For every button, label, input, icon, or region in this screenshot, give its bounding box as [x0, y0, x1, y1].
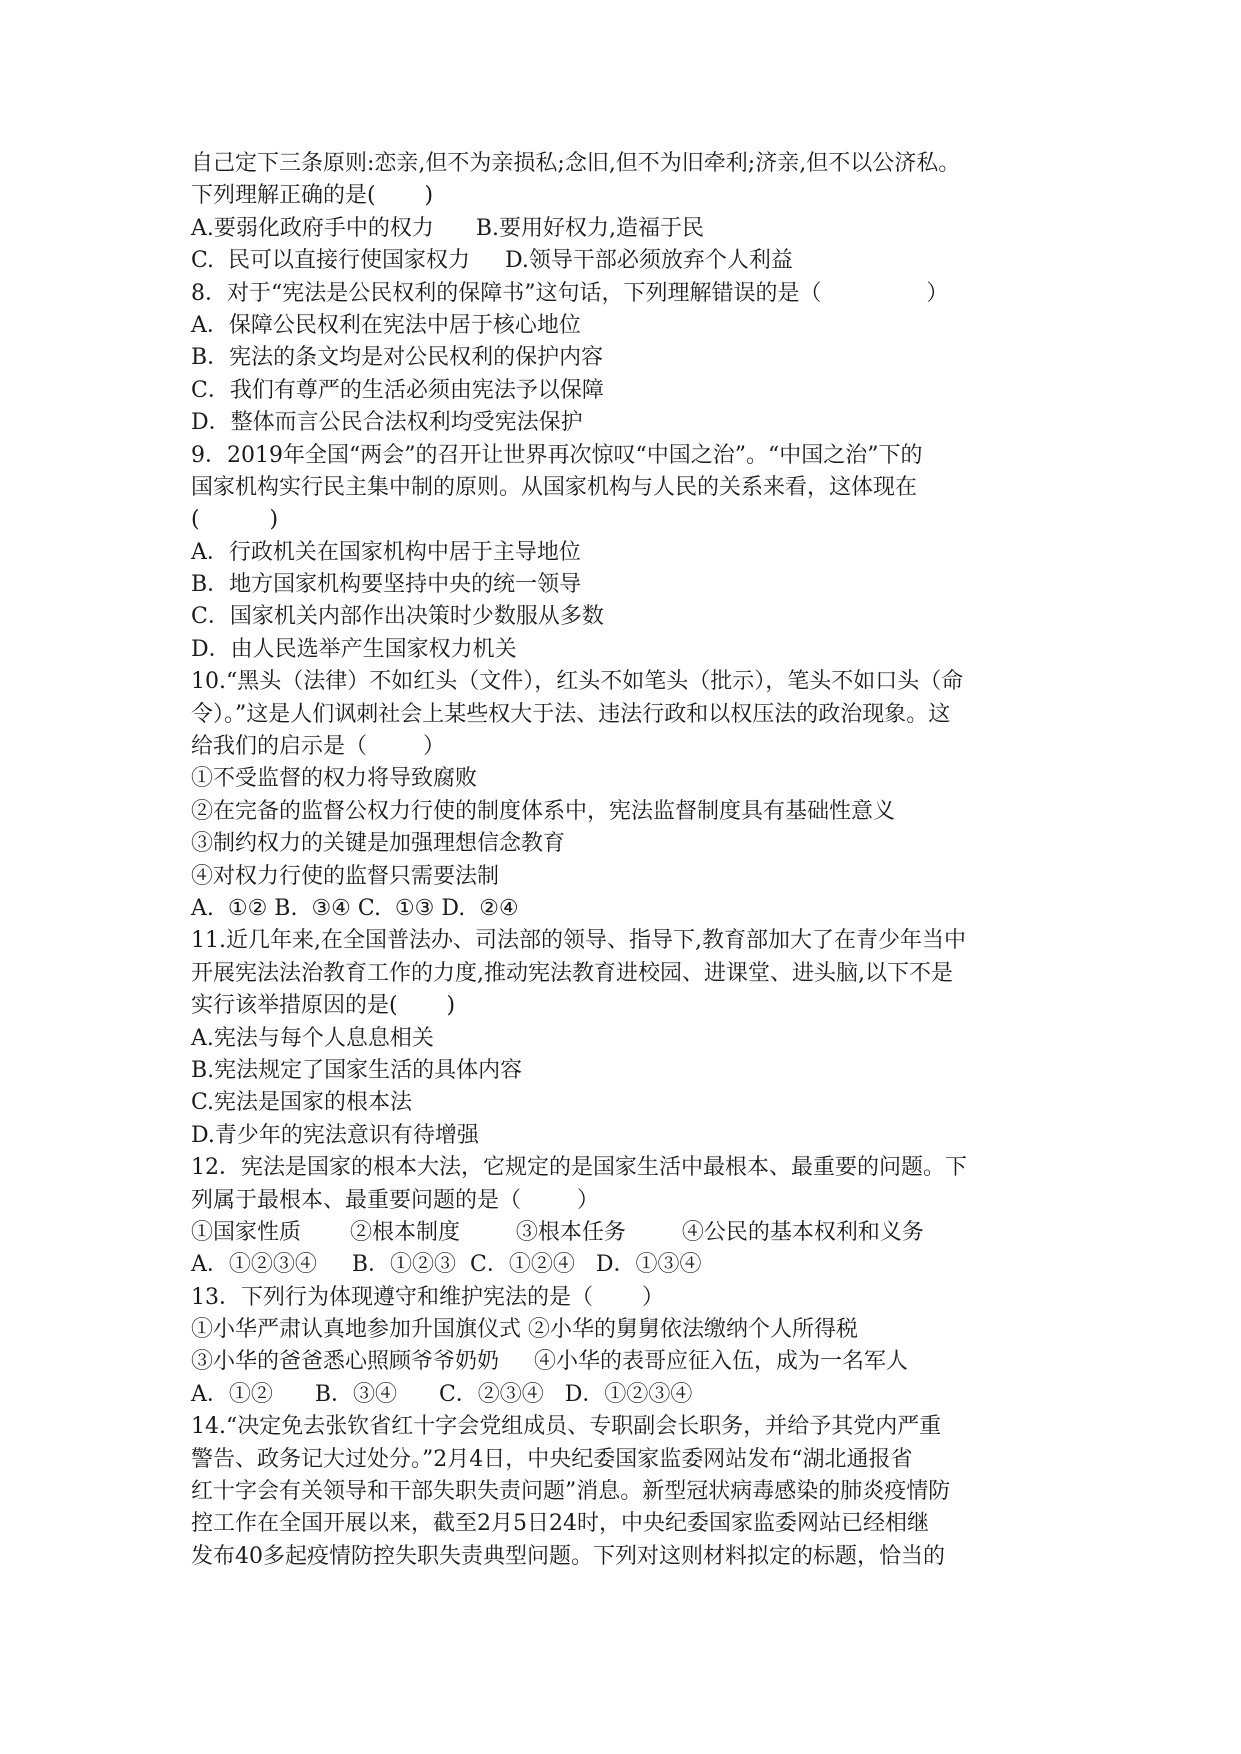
- text-line: D．整体而言公民合法权利均受宪法保护: [191, 410, 583, 436]
- text-line: ①不受监督的权力将导致腐败: [191, 766, 478, 792]
- text-line: C．我们有尊严的生活必须由宪法予以保障: [191, 377, 604, 403]
- text-line: 12．宪法是国家的根本大法，它规定的是国家生活中最根本、最重要的问题。下: [191, 1155, 967, 1181]
- text-line: B.宪法规定了国家生活的具体内容: [191, 1057, 523, 1083]
- text-line: 开展宪法法治教育工作的力度,推动宪法教育进校园、进课堂、进头脑,以下不是: [191, 960, 953, 986]
- text-line: ①国家性质 ②根本制度 ③根本任务 ④公民的基本权利和义务: [191, 1219, 924, 1245]
- text-line: 10.“黑头（法律）不如红头（文件），红头不如笔头（批示），笔头不如口头（命: [191, 669, 964, 695]
- text-line: 8．对于“宪法是公民权利的保障书”这句话，下列理解错误的是（ ）: [191, 280, 949, 306]
- text-line: C. 民可以直接行使国家权力 D.领导干部必须放弃个人利益: [191, 248, 793, 274]
- text-line: 11.近几年来,在全国普法办、司法部的领导、指导下,教育部加大了在青少年当中: [191, 928, 966, 954]
- text-line: C．国家机关内部作出决策时少数服从多数: [191, 604, 604, 630]
- text-line: C.宪法是国家的根本法: [191, 1090, 413, 1116]
- text-line: 下列理解正确的是( ): [191, 183, 434, 209]
- text-line: ③小华的爸爸悉心照顾爷爷奶奶 ④小华的表哥应征入伍，成为一名军人: [191, 1349, 908, 1375]
- text-line: ①小华严肃认真地参加升国旗仪式 ②小华的舅舅依法缴纳个人所得税: [191, 1317, 858, 1343]
- text-line: 14.“决定免去张钦省红十字会党组成员、专职副会长职务，并给予其党内严重: [191, 1414, 942, 1440]
- text-line: 13．下列行为体现遵守和维护宪法的是（ ）: [191, 1284, 664, 1310]
- document-body: [191, 148, 1066, 1573]
- text-line: D．由人民选举产生国家权力机关: [191, 636, 517, 662]
- text-line: 令）。”这是人们讽刺社会上某些权大于法、违法行政和以权压法的政治现象。这: [191, 701, 951, 727]
- text-line: ( ): [191, 507, 279, 533]
- text-line: 发布40多起疫情防控失职失责典型问题。下列对这则材料拟定的标题，恰当的: [191, 1543, 945, 1569]
- text-line: A．保障公民权利在宪法中居于核心地位: [191, 312, 581, 338]
- text-line: 自己定下三条原则:恋亲,但不为亲损私;念旧,但不为旧牵利;济亲,但不以公济私。: [191, 151, 961, 176]
- text-line: ②在完备的监督公权力行使的制度体系中，宪法监督制度具有基础性意义: [191, 798, 896, 824]
- text-line: 警告、政务记大过处分。”2月4日，中央纪委国家监委网站发布“湖北通报省: [191, 1446, 913, 1472]
- text-line: 9．2019年全国“两会”的召开让世界再次惊叹“中国之治”。“中国之治”下的: [191, 442, 923, 468]
- text-line: 列属于最根本、最重要问题的是（ ）: [191, 1187, 599, 1213]
- text-line: 红十字会有关领导和干部失职失责问题”消息。新型冠状病毒感染的肺炎疫情防: [191, 1479, 951, 1505]
- text-line: A．①② B．③④ C．②③④ D．①②③④: [191, 1381, 693, 1407]
- text-line: 国家机构实行民主集中制的原则。从国家机构与人民的关系来看，这体现在: [191, 474, 918, 500]
- text-line: A．行政机关在国家机构中居于主导地位: [191, 539, 581, 565]
- text-line: ③制约权力的关键是加强理想信念教育: [191, 831, 566, 857]
- text-line: A. ①② B. ③④ C. ①③ D. ②④: [191, 895, 519, 921]
- text-line: A.要弱化政府手中的权力 B.要用好权力,造福于民: [191, 215, 704, 241]
- text-line: B．宪法的条文均是对公民权利的保护内容: [191, 345, 604, 371]
- text-line: 实行该举措原因的是( ): [191, 993, 456, 1019]
- text-line: ④对权力行使的监督只需要法制: [191, 863, 500, 889]
- text-line: D.青少年的宪法意识有待增强: [191, 1122, 479, 1148]
- text-line: 控工作在全国开展以来，截至2月5日24时，中央纪委国家监委网站已经相继: [191, 1511, 929, 1537]
- text-line: A．①②③④ B．①②③ C．①②④ D．①③④: [191, 1252, 702, 1278]
- text-line: 给我们的启示是（ ）: [191, 734, 445, 760]
- text-line: B．地方国家机构要坚持中央的统一领导: [191, 572, 582, 598]
- text-line: A.宪法与每个人息息相关: [191, 1025, 434, 1051]
